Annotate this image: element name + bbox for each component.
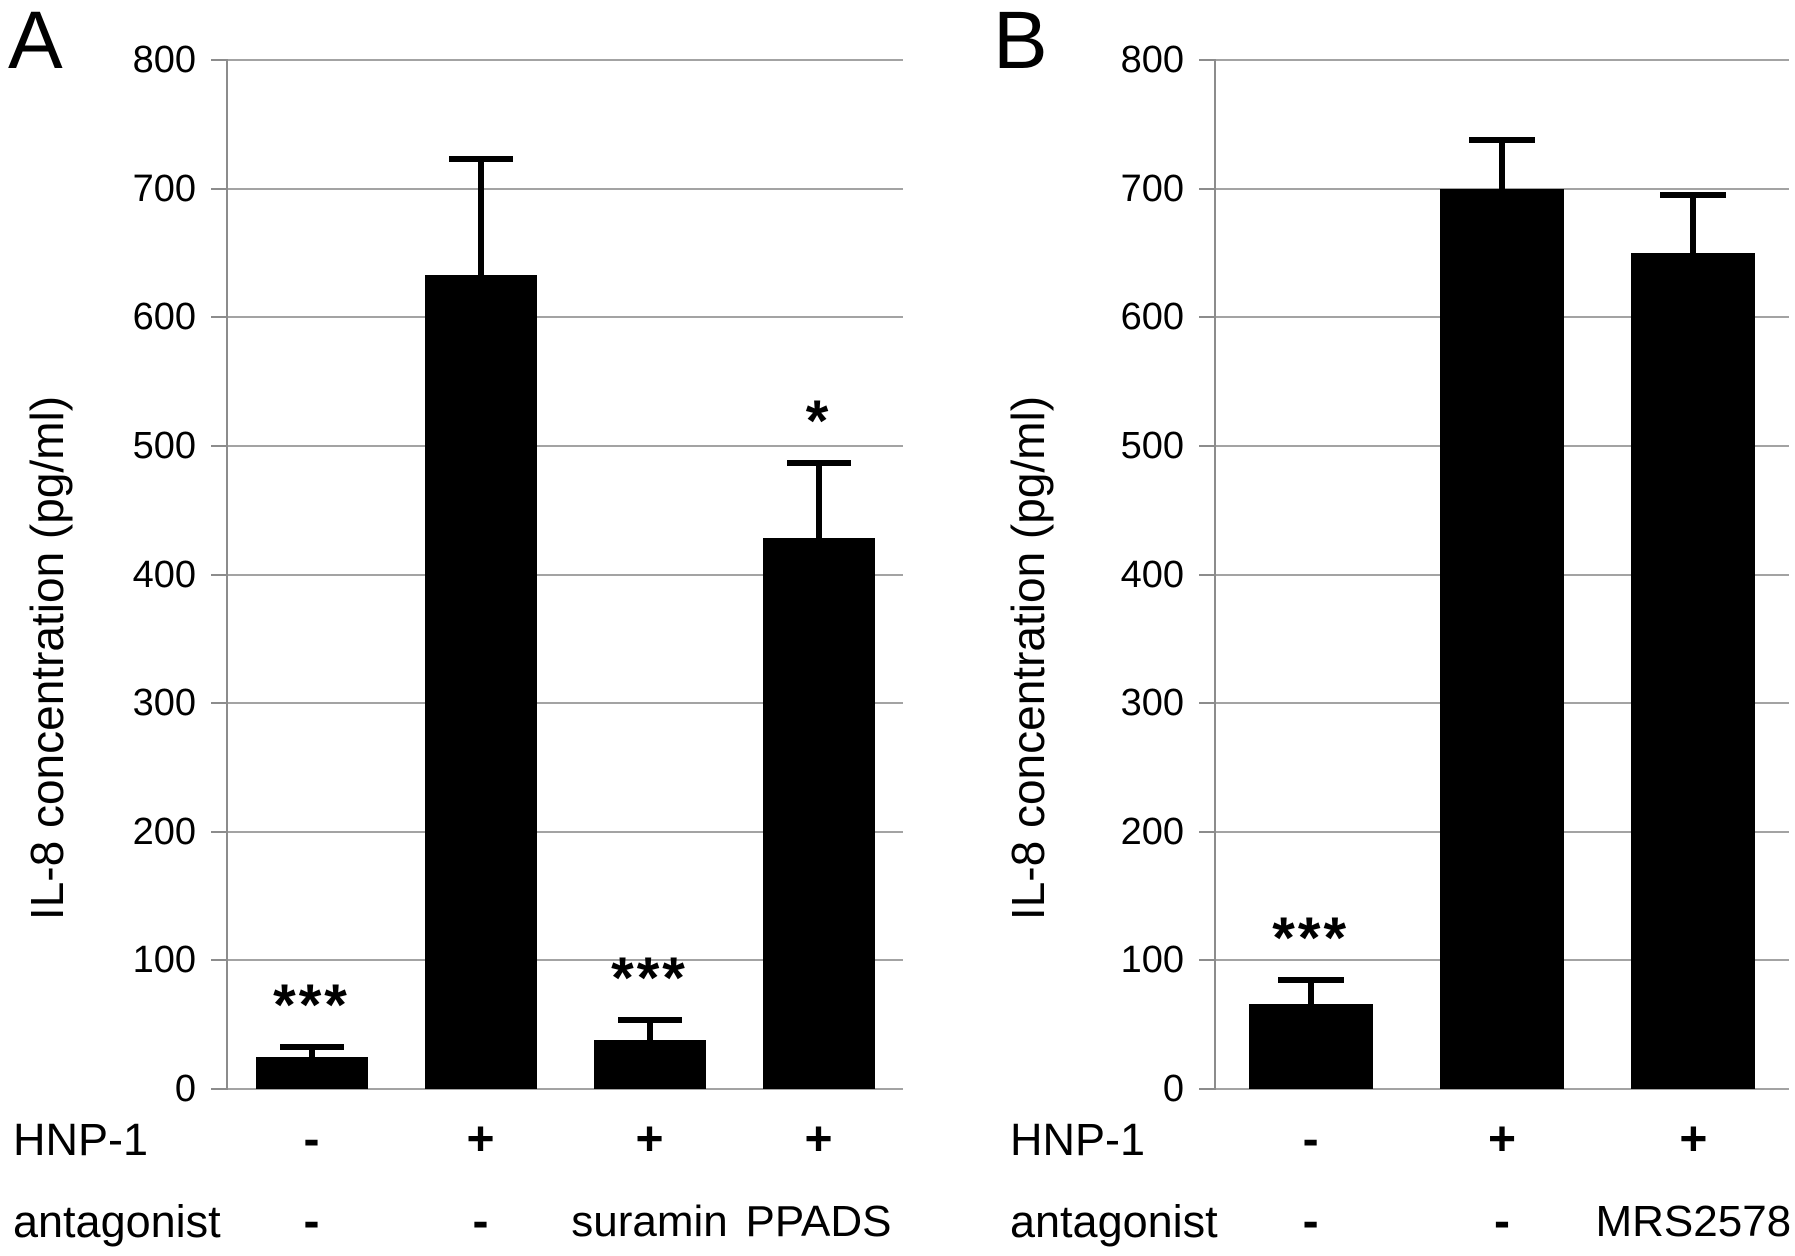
significance-marker: *** [273,972,350,1038]
bar [1631,253,1755,1089]
x-row-value: - [472,1195,489,1248]
y-tick-label: 300 [132,682,196,725]
y-tick-mark [1199,188,1215,190]
significance-marker: * [805,388,832,454]
panel-letter-a: A [8,0,63,86]
x-row-value: + [635,1113,664,1166]
x-row-label-antagonist: antagonist [1010,1196,1218,1247]
error-bar-line [1308,980,1314,1004]
y-tick-label: 300 [1120,682,1184,725]
y-tick-mark [1199,831,1215,833]
error-bar-line [1690,195,1696,253]
y-tick-mark [1199,1088,1215,1090]
x-row-value: + [466,1113,495,1166]
y-tick-mark [1199,574,1215,576]
y-tick-label: 600 [1120,296,1184,339]
x-row-label-hnp1: HNP-1 [13,1114,149,1165]
y-tick-label: 0 [174,1068,196,1110]
x-row-value: - [1302,1113,1319,1166]
y-tick-label: 800 [1120,39,1184,81]
y-tick-label: 200 [1120,810,1184,853]
y-tick-label: 400 [132,553,196,596]
x-row-value: - [303,1113,320,1166]
y-tick-mark [1199,702,1215,704]
y-tick-label: 100 [132,939,196,982]
error-bar-line [1499,140,1505,189]
y-tick-label: 600 [132,296,196,339]
x-row-value: - [1494,1195,1510,1248]
error-bar-cap [1278,977,1344,983]
y-tick-label: 800 [132,39,196,81]
y-tick-mark [1199,59,1215,61]
x-row-label-hnp1: HNP-1 [1010,1114,1146,1165]
significance-marker: *** [1272,905,1350,971]
x-row-value: suramin [571,1197,728,1246]
x-row-value: MRS2578 [1595,1197,1792,1246]
x-row-value: + [1487,1113,1517,1166]
bar [1249,1004,1373,1089]
x-row-value: - [303,1195,320,1248]
y-tick-label: 100 [1120,939,1184,982]
y-tick-label: 0 [1162,1068,1184,1110]
y-tick-label: 700 [1120,167,1184,210]
x-row-value: + [1679,1113,1708,1166]
y-axis-title-b: IL-8 concentration (pg/ml) [1002,395,1054,921]
bar [1440,189,1564,1089]
significance-marker: *** [611,945,688,1011]
y-tick-label: 400 [1120,553,1184,596]
x-row-value: + [804,1113,833,1166]
y-tick-label: 700 [132,167,196,210]
x-row-label-antagonist: antagonist [13,1196,221,1247]
y-tick-label: 200 [132,810,196,853]
y-tick-label: 500 [132,424,196,467]
gridline [1215,59,1789,61]
x-row-value: PPADS [745,1197,892,1246]
error-bar-cap [1660,192,1726,198]
x-row-value: - [1302,1195,1319,1248]
y-axis-title-a: IL-8 concentration (pg/ml) [21,395,73,921]
error-bar-cap [1469,137,1535,143]
y-tick-mark [1199,445,1215,447]
panel-letter-b: B [993,0,1048,86]
y-tick-mark [1199,316,1215,318]
y-tick-label: 500 [1120,424,1184,467]
